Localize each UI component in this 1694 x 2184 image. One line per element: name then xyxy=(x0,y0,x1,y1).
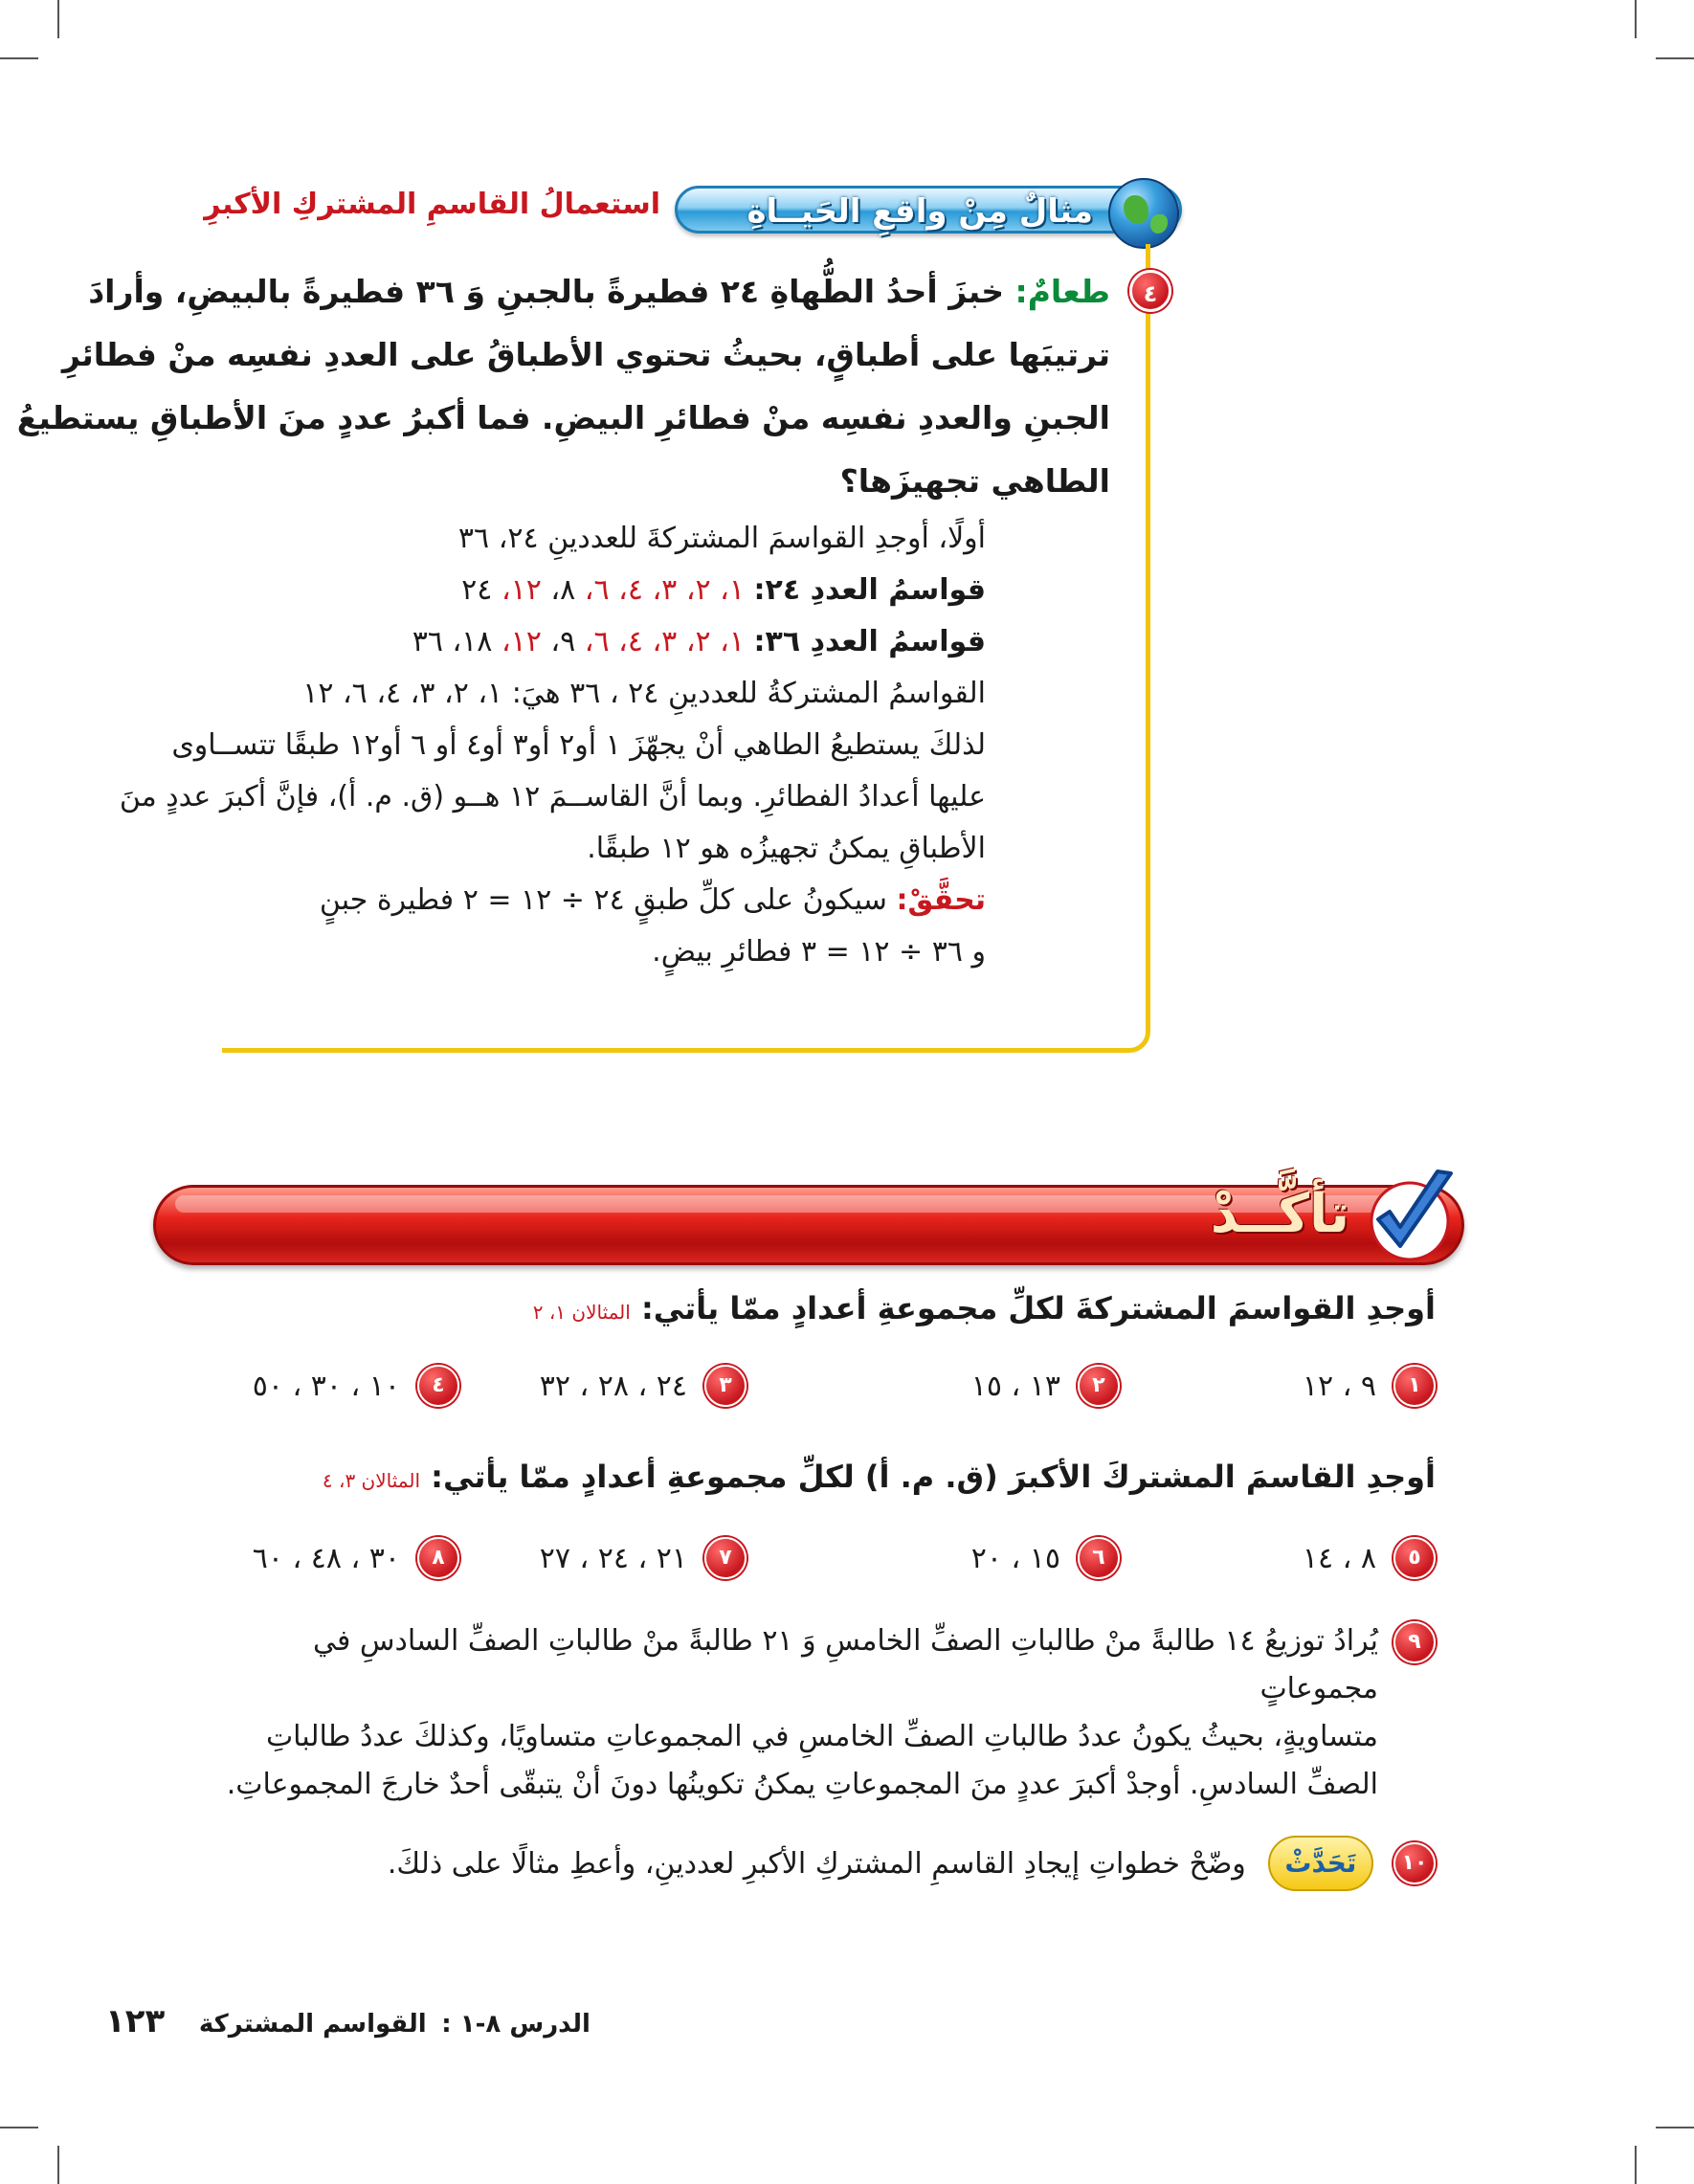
exercise-item: ٧٢١ ، ٢٤ ، ٢٧ xyxy=(540,1537,747,1583)
check-banner-label: تأكَّــدْ xyxy=(1210,1183,1349,1245)
check-line: و ٣٦ ÷ ١٢ = ٣ فطائرِ بيضٍ. xyxy=(652,935,986,969)
exercise-number: ٣ xyxy=(704,1365,747,1407)
exercise-number-9 xyxy=(1393,1621,1436,1667)
example-header xyxy=(0,182,1694,239)
exercise-number: ٧ xyxy=(704,1537,747,1579)
common-divisors: القواسمُ المشتركةُ للعددينِ ٢٤ ، ٣٦ هيَ: ١، ٢، ٣، ٤، ٦، ١٢ xyxy=(302,677,986,710)
exercise-number: ٦ xyxy=(1078,1537,1120,1579)
exercise-item: ٥٨ ، ١٤ xyxy=(1303,1537,1436,1583)
exercise-10 xyxy=(388,1836,1436,1893)
lesson-title: القواسم المشتركة xyxy=(198,2010,427,2039)
conclusion-line: الأطباقِ يمكنُ تجهيزُه هو ١٢ طبقًا. xyxy=(587,832,986,865)
exercise-item: ٤١٠ ، ٣٠ ، ٥٠ xyxy=(253,1365,459,1411)
conclusion-line: لذلكَ يستطيعُ الطاهي أنْ يجهّزَ ١ أو٢ أو٣ أو٤ أو ٦ أو١٢ طبقًا تتســاوى xyxy=(171,728,986,762)
exercise-item: ١٩ ، ١٢ xyxy=(1303,1365,1436,1411)
exercise-item: ٣٢٤ ، ٢٨ ، ٣٢ xyxy=(540,1365,747,1411)
page-number: ١٢٣ xyxy=(105,2002,166,2040)
crop-mark xyxy=(1656,2127,1694,2128)
crop-mark xyxy=(57,0,59,38)
crop-mark xyxy=(1656,57,1694,59)
crop-mark xyxy=(57,2146,59,2184)
solution xyxy=(119,513,1110,978)
lesson-number: الدرس ٨-١ : xyxy=(441,2010,591,2039)
exercise-9-text: يُرادُ توزيعُ ١٤ طالبةً منْ طالباتِ الصفِّ الخامسِ وَ ٢١ طالبةً منْ طالباتِ الصفِّ السادسِ في مجموعاتٍ متساويةٍ، بحيثُ يكونُ عددُ طالباتِ الصفِّ الخامسِ في المجموعاتِ متساويًا، وكذلكَ عددُ طالباتِ الصفِّ السادسِ. أوجدْ أكبرَ عددٍ منَ المجموعاتِ يمكنُ تكوينُها دونَ أنْ يتبقّى أحدٌ خارجَ المجموعاتِ. xyxy=(226,1624,1378,1801)
problem-line: طعامٌ: خبزَ أحدُ الطُّهاةِ ٢٤ فطيرةً بالجبنِ وَ ٣٦ فطيرةً بالبيضِ، وأرادَ xyxy=(88,273,1110,310)
exercise-10-text: وضّحْ خطواتِ إيجادِ القاسمِ المشتركِ الأكبرِ لعددينِ، وأعطِ مثالًا على ذلكَ. xyxy=(387,1846,1246,1881)
crop-mark xyxy=(0,2127,38,2128)
example-header-pill xyxy=(675,186,1182,234)
problem-line: ترتيبَها على أطباقٍ، بحيثُ تحتوي الأطباقُ على العددِ نفسِه منْ فطائرِ xyxy=(61,336,1110,373)
solution-step: أولًا، أوجدِ القواسمَ المشتركةَ للعددينِ ٢٤، ٣٦ xyxy=(457,522,986,555)
exercise-number: ٩ xyxy=(1393,1621,1436,1663)
crop-mark xyxy=(1635,2146,1637,2184)
check-label: تحقَّقْ: xyxy=(896,883,986,917)
divisors-24: قواسمُ العددِ ٢٤: ١، ٢، ٣، ٤، ٦، ٨، ١٢، ٢٤ xyxy=(461,573,986,607)
divisors-36: قواسمُ العددِ ٣٦: ١، ٢، ٣، ٤، ٦، ٩، ١٢، ١٨، ٣٦ xyxy=(412,625,986,658)
example-title: استعمالُ القاسمِ المشتركِ الأكبرِ xyxy=(204,188,660,221)
problem-line: الطاهي تجهيزَها؟ xyxy=(839,462,1110,500)
exercise-number: ٨ xyxy=(417,1537,459,1579)
exercise-number: ٥ xyxy=(1393,1537,1436,1579)
example-header-label: مثالٌ مِنْ واقعِ الحَيــاةِ xyxy=(747,192,1093,231)
check-line: تحقَّقْ: سيكونُ على كلِّ طبقٍ ٢٤ ÷ ١٢ = ٢ فطيرة جبنٍ xyxy=(319,883,986,917)
exercise-item: ٦١٥ ، ٢٠ xyxy=(971,1537,1120,1583)
instruction-2: أوجدِ القاسمَ المشتركَ الأكبرَ (ق. م. أ) لكلِّ مجموعةِ أعدادٍ ممّا يأتي: المثالان ٣، ٤ xyxy=(322,1459,1436,1495)
talk-bubble: تَحَدَّثْ xyxy=(1268,1836,1373,1891)
exercise-item: ٢١٣ ، ١٥ xyxy=(971,1365,1120,1411)
checkmark-icon xyxy=(1357,1162,1462,1267)
crop-mark xyxy=(1635,0,1637,38)
exercise-number: ٤ xyxy=(417,1365,459,1407)
globe-icon xyxy=(1108,178,1179,249)
instruction-1: أوجدِ القواسمَ المشتركةَ لكلِّ مجموعةِ أعدادٍ ممّا يأتي: المثالان ١، ٢ xyxy=(532,1290,1436,1326)
exercise-number: ١ xyxy=(1393,1365,1436,1407)
example-topic: طعامٌ: xyxy=(1014,273,1110,310)
crop-mark xyxy=(0,57,38,59)
example-body xyxy=(16,260,1110,978)
example-reference: المثالان ٣، ٤ xyxy=(322,1469,420,1492)
example-reference: المثالان ١، ٢ xyxy=(532,1301,631,1324)
page-footer xyxy=(105,2002,591,2040)
conclusion-line: عليها أعدادُ الفطائرِ. وبما أنَّ القاســمَ ١٢ هــو (ق. م. أ)، فإنَّ أكبرَ عددٍ منَ xyxy=(119,780,986,813)
exercise-item: ٨٣٠ ، ٤٨ ، ٦٠ xyxy=(253,1537,459,1583)
exercise-number: ١٠ xyxy=(1393,1842,1436,1884)
exercise-number: ٢ xyxy=(1078,1365,1120,1407)
example-number-badge: ٤ xyxy=(1129,270,1171,312)
problem-line: الجبنِ والعددِ نفسِه منْ فطائرِ البيضِ. فما أكبرُ عددٍ منَ الأطباقِ يستطيعُ xyxy=(16,399,1110,436)
